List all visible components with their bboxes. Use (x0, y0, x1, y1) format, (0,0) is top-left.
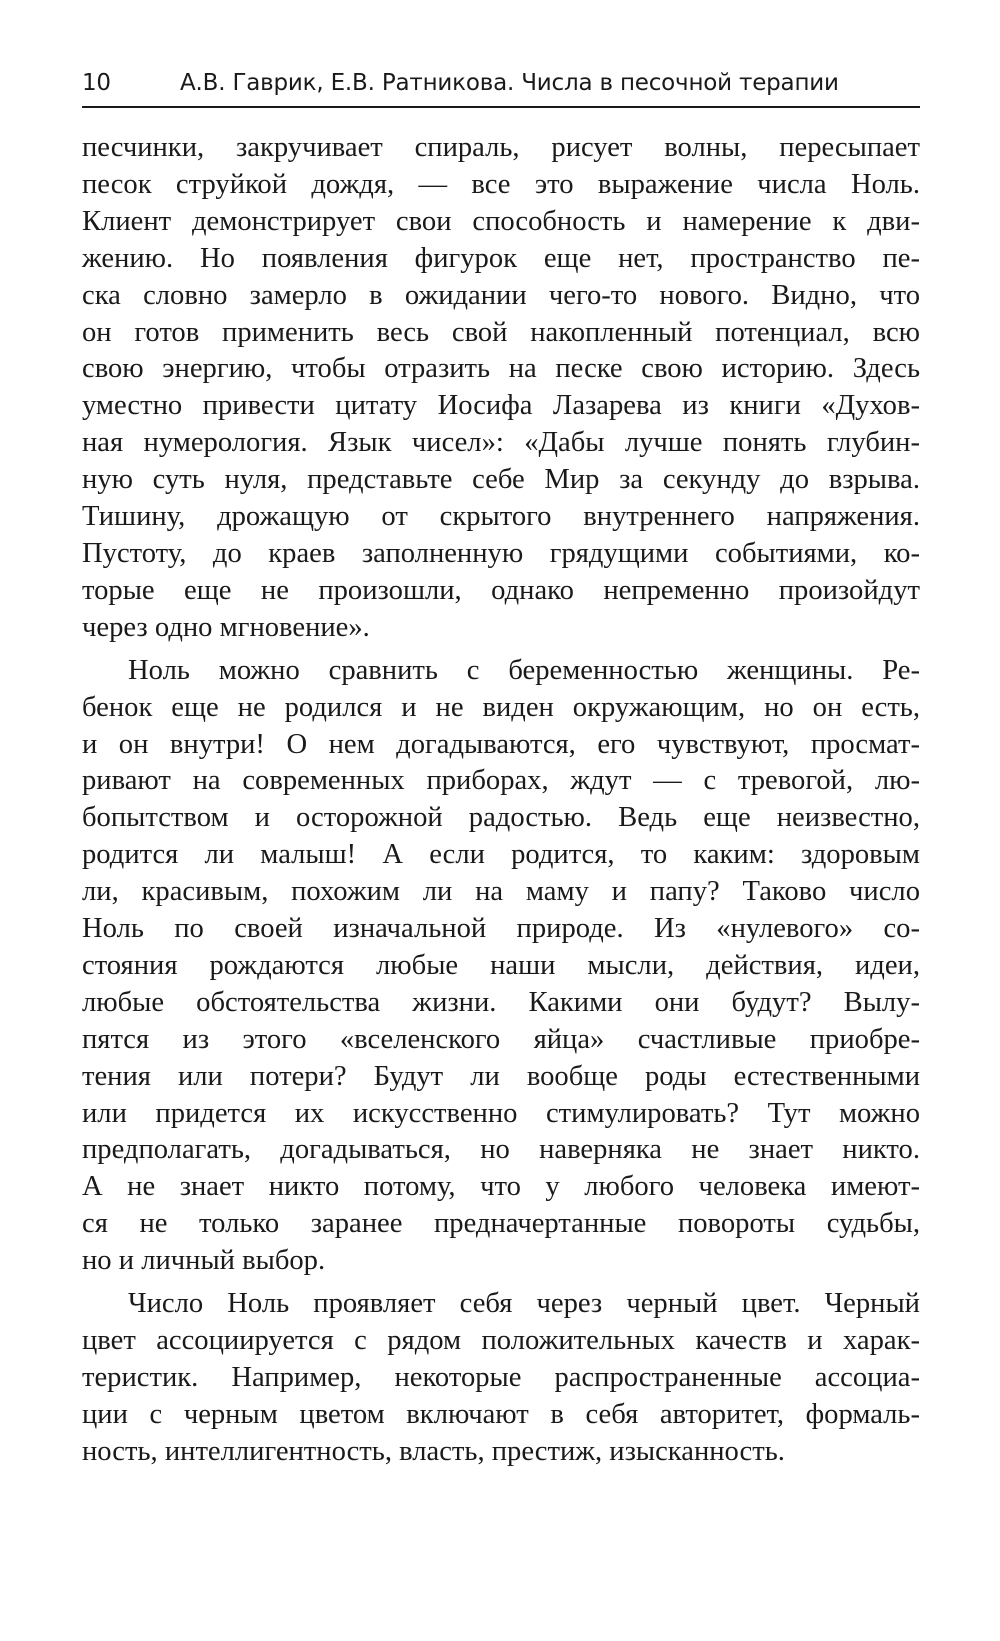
text-line: Тишину, дрожащую от скрытого внутреннего напряжения. (82, 501, 920, 533)
text-line: ска словно замерло в ожидании чего-то нового. Видно, что (82, 279, 920, 311)
text-line: стояния рождаются любые наши мысли, действия, идеи, (82, 949, 920, 981)
running-title: А.В. Гаврик, Е.В. Ратникова. Числа в песочной терапии (180, 70, 839, 96)
text-line: ривают на современных приборах, ждут — с тревогой, лю- (82, 765, 920, 797)
text-line: А не знает никто потому, что у любого человека имеют- (82, 1171, 920, 1203)
text-line: тения или потери? Будут ли вообще роды естественными (82, 1060, 920, 1092)
text-line: бенок еще не родился и не виден окружающим, но он есть, (82, 691, 920, 723)
book-page (82, 70, 920, 1477)
text-line: но и личный выбор. (82, 1245, 326, 1277)
text-line: жению. Но появления фигурок еще нет, пространство пе- (82, 242, 920, 274)
text-line: ная нумерология. Язык чисел»: «Дабы лучше понять глубин- (82, 427, 920, 459)
text-line: ность, интеллигентность, власть, престиж, изысканность. (82, 1435, 785, 1467)
text-line: ную суть нуля, представьте себе Мир за секунду до взрыва. (82, 464, 920, 496)
text-line: родится ли малыш! А если родится, то каким: здоровым (82, 839, 920, 871)
text-line: теристик. Например, некоторые распространенные ассоциа- (82, 1361, 920, 1393)
text-line: уместно привести цитату Иосифа Лазарева из книги «Духов- (82, 390, 920, 422)
paragraph (82, 1286, 920, 1471)
paragraph (82, 653, 920, 1280)
text-line: ся не только заранее предначертанные повороты судьбы, (82, 1208, 920, 1240)
text-line: ли, красивым, похожим ли на маму и папу? Таково число (82, 876, 920, 908)
text-line: Ноль по своей изначальной природе. Из «нулевого» со- (82, 913, 920, 945)
text-line: Пустоту, до краев заполненную грядущими событиями, ко- (82, 537, 920, 569)
text-line: свою энергию, чтобы отразить на песке свою историю. Здесь (82, 353, 920, 385)
text-line: ции с черным цветом включают в себя авторитет, формаль- (82, 1398, 920, 1430)
text-line: песчинки, закручивает спираль, рисует волны, пересыпает (82, 132, 920, 163)
text-line: или придется их искусственно стимулировать? Тут можно (82, 1097, 920, 1129)
text-line: любые обстоятельства жизни. Какими они будут? Вылу- (82, 986, 920, 1018)
text-line: песок струйкой дождя, — все это выражение числа Ноль. (82, 168, 920, 200)
text-line: пятся из этого «вселенского яйца» счастливые приобре- (82, 1023, 920, 1055)
text-line: Число Ноль проявляет себя через черный цвет. Черный (128, 1288, 920, 1320)
text-line: торые еще не произошли, однако непременно произойдут (82, 574, 920, 606)
paragraph (82, 130, 920, 647)
text-line: цвет ассоциируется с рядом положительных качеств и харак- (82, 1325, 920, 1356)
text-line: через одно мгновение». (82, 611, 370, 643)
text-line: Клиент демонстрирует свои способность и намерение к дви- (82, 205, 920, 237)
text-line: предполагать, догадываться, но наверняка не знает никто. (82, 1134, 920, 1166)
text-line: и он внутри! О нем догадываются, его чувствуют, просмат- (82, 728, 920, 760)
text-line: Ноль можно сравнить с беременностью женщины. Ре- (128, 654, 920, 686)
running-header (82, 70, 920, 108)
text-line: бопытством и осторожной радостью. Ведь еще неизвестно, (82, 802, 920, 834)
page-number: 10 (82, 70, 111, 96)
body-text (82, 130, 920, 1471)
text-line: он готов применить весь свой накопленный потенциал, всю (82, 316, 920, 348)
